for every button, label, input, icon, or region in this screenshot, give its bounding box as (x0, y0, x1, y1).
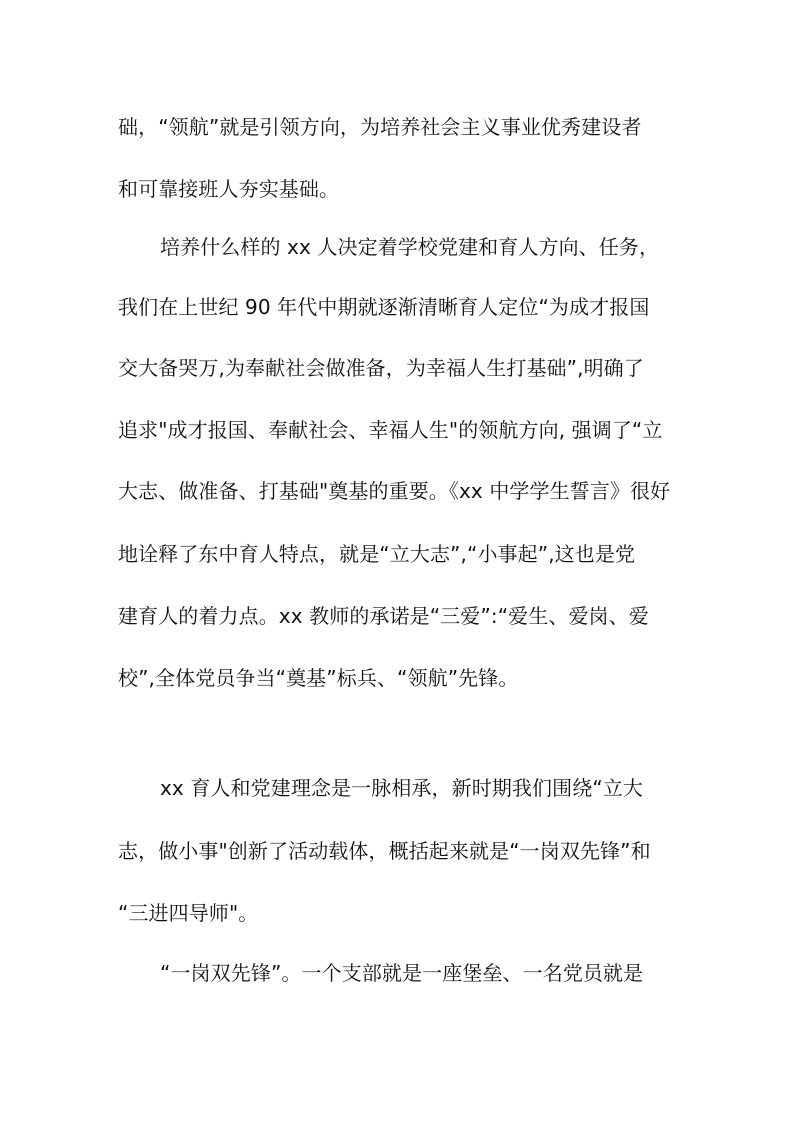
text-line: 大志、做准备、打基础"奠基的重要。《xx 中学学生誓言》很好 (118, 479, 671, 503)
text-line: 交大备哭万,为奉献社会做准备，为幸福人生打基础”,明确了 (118, 356, 644, 380)
text-line: 地诠释了东中育人特点，就是“立大志”,“小事起”,这也是党 (118, 542, 636, 566)
text-line: “一岗双先锋”。一个支部就是一座堡垒、一名党员就是 (160, 961, 644, 985)
text-line: xx 育人和党建理念是一脉相承，新时期我们围绕“立大 (160, 776, 643, 800)
text-line: “三进四导师"。 (118, 901, 259, 925)
text-line: 我们在上世纪 90 年代中期就逐渐清晰育人定位“为成才报国 (118, 295, 650, 319)
text-line: 追求"成才报国、奉献社会、幸福人生"的领航方向, 强调了“立 (118, 418, 663, 442)
text-line: 建育人的着力点。xx 教师的承诺是“三爱”:“爱生、爱岗、爱 (118, 604, 649, 628)
text-line: 志，做小事"创新了活动载体，概括起来就是“一岗双先锋”和 (118, 839, 651, 863)
text-line: 础，“领航”就是引领方向，为培养社会主义事业优秀建设者 (118, 115, 642, 139)
text-line: 校”,全体党员争当“奠基”标兵、“领航”先锋。 (118, 666, 519, 690)
text-line: 培养什么样的 xx 人决定着学校党建和育人方向、任务， (160, 235, 660, 259)
text-line: 和可靠接班人夯实基础。 (118, 177, 340, 201)
